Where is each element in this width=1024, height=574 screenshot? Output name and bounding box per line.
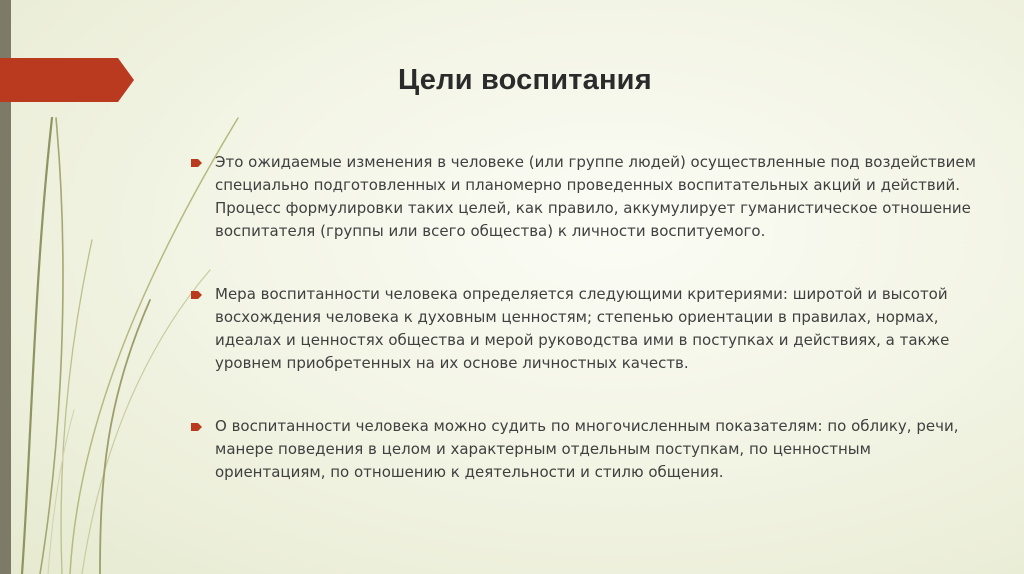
arrow-right-icon [191, 159, 202, 167]
bullet-item [191, 283, 981, 375]
title-accent-tab [0, 58, 134, 102]
bullet-list [191, 151, 981, 484]
bullet-item [191, 151, 981, 243]
bullet-text: Это ожидаемые изменения в человеке (или группе людей) осуществленные под воздействием специально подготовленных и планомерно проведенных воспитательных акций и действий. Процесс формулировки таких целей, как правило, аккумулирует гуманистическое отношение воспитателя (группы или всего общества) к личности воспитуемого. [215, 153, 976, 240]
bullet-item [191, 415, 981, 484]
bullet-text: Мера воспитанности человека определяется следующими критериями: широтой и высотой восхождения человека к духовным ценностям; степенью ориентации в правилах, нормах, идеалах и ценностях общества и мерой руководства ими в поступках и действиях, а также уровнем приобретенных на их основе личностных качеств. [215, 285, 950, 372]
arrow-right-icon [191, 291, 202, 299]
arrow-right-icon [191, 423, 202, 431]
bullet-text: О воспитанности человека можно судить по многочисленным показателям: по облику, речи, манере поведения в целом и характерным отдельным поступкам, по ценностным ориентациям, по отношению к деятельности и стилю общения. [215, 417, 959, 481]
slide-title: Цели воспитания [398, 64, 652, 96]
